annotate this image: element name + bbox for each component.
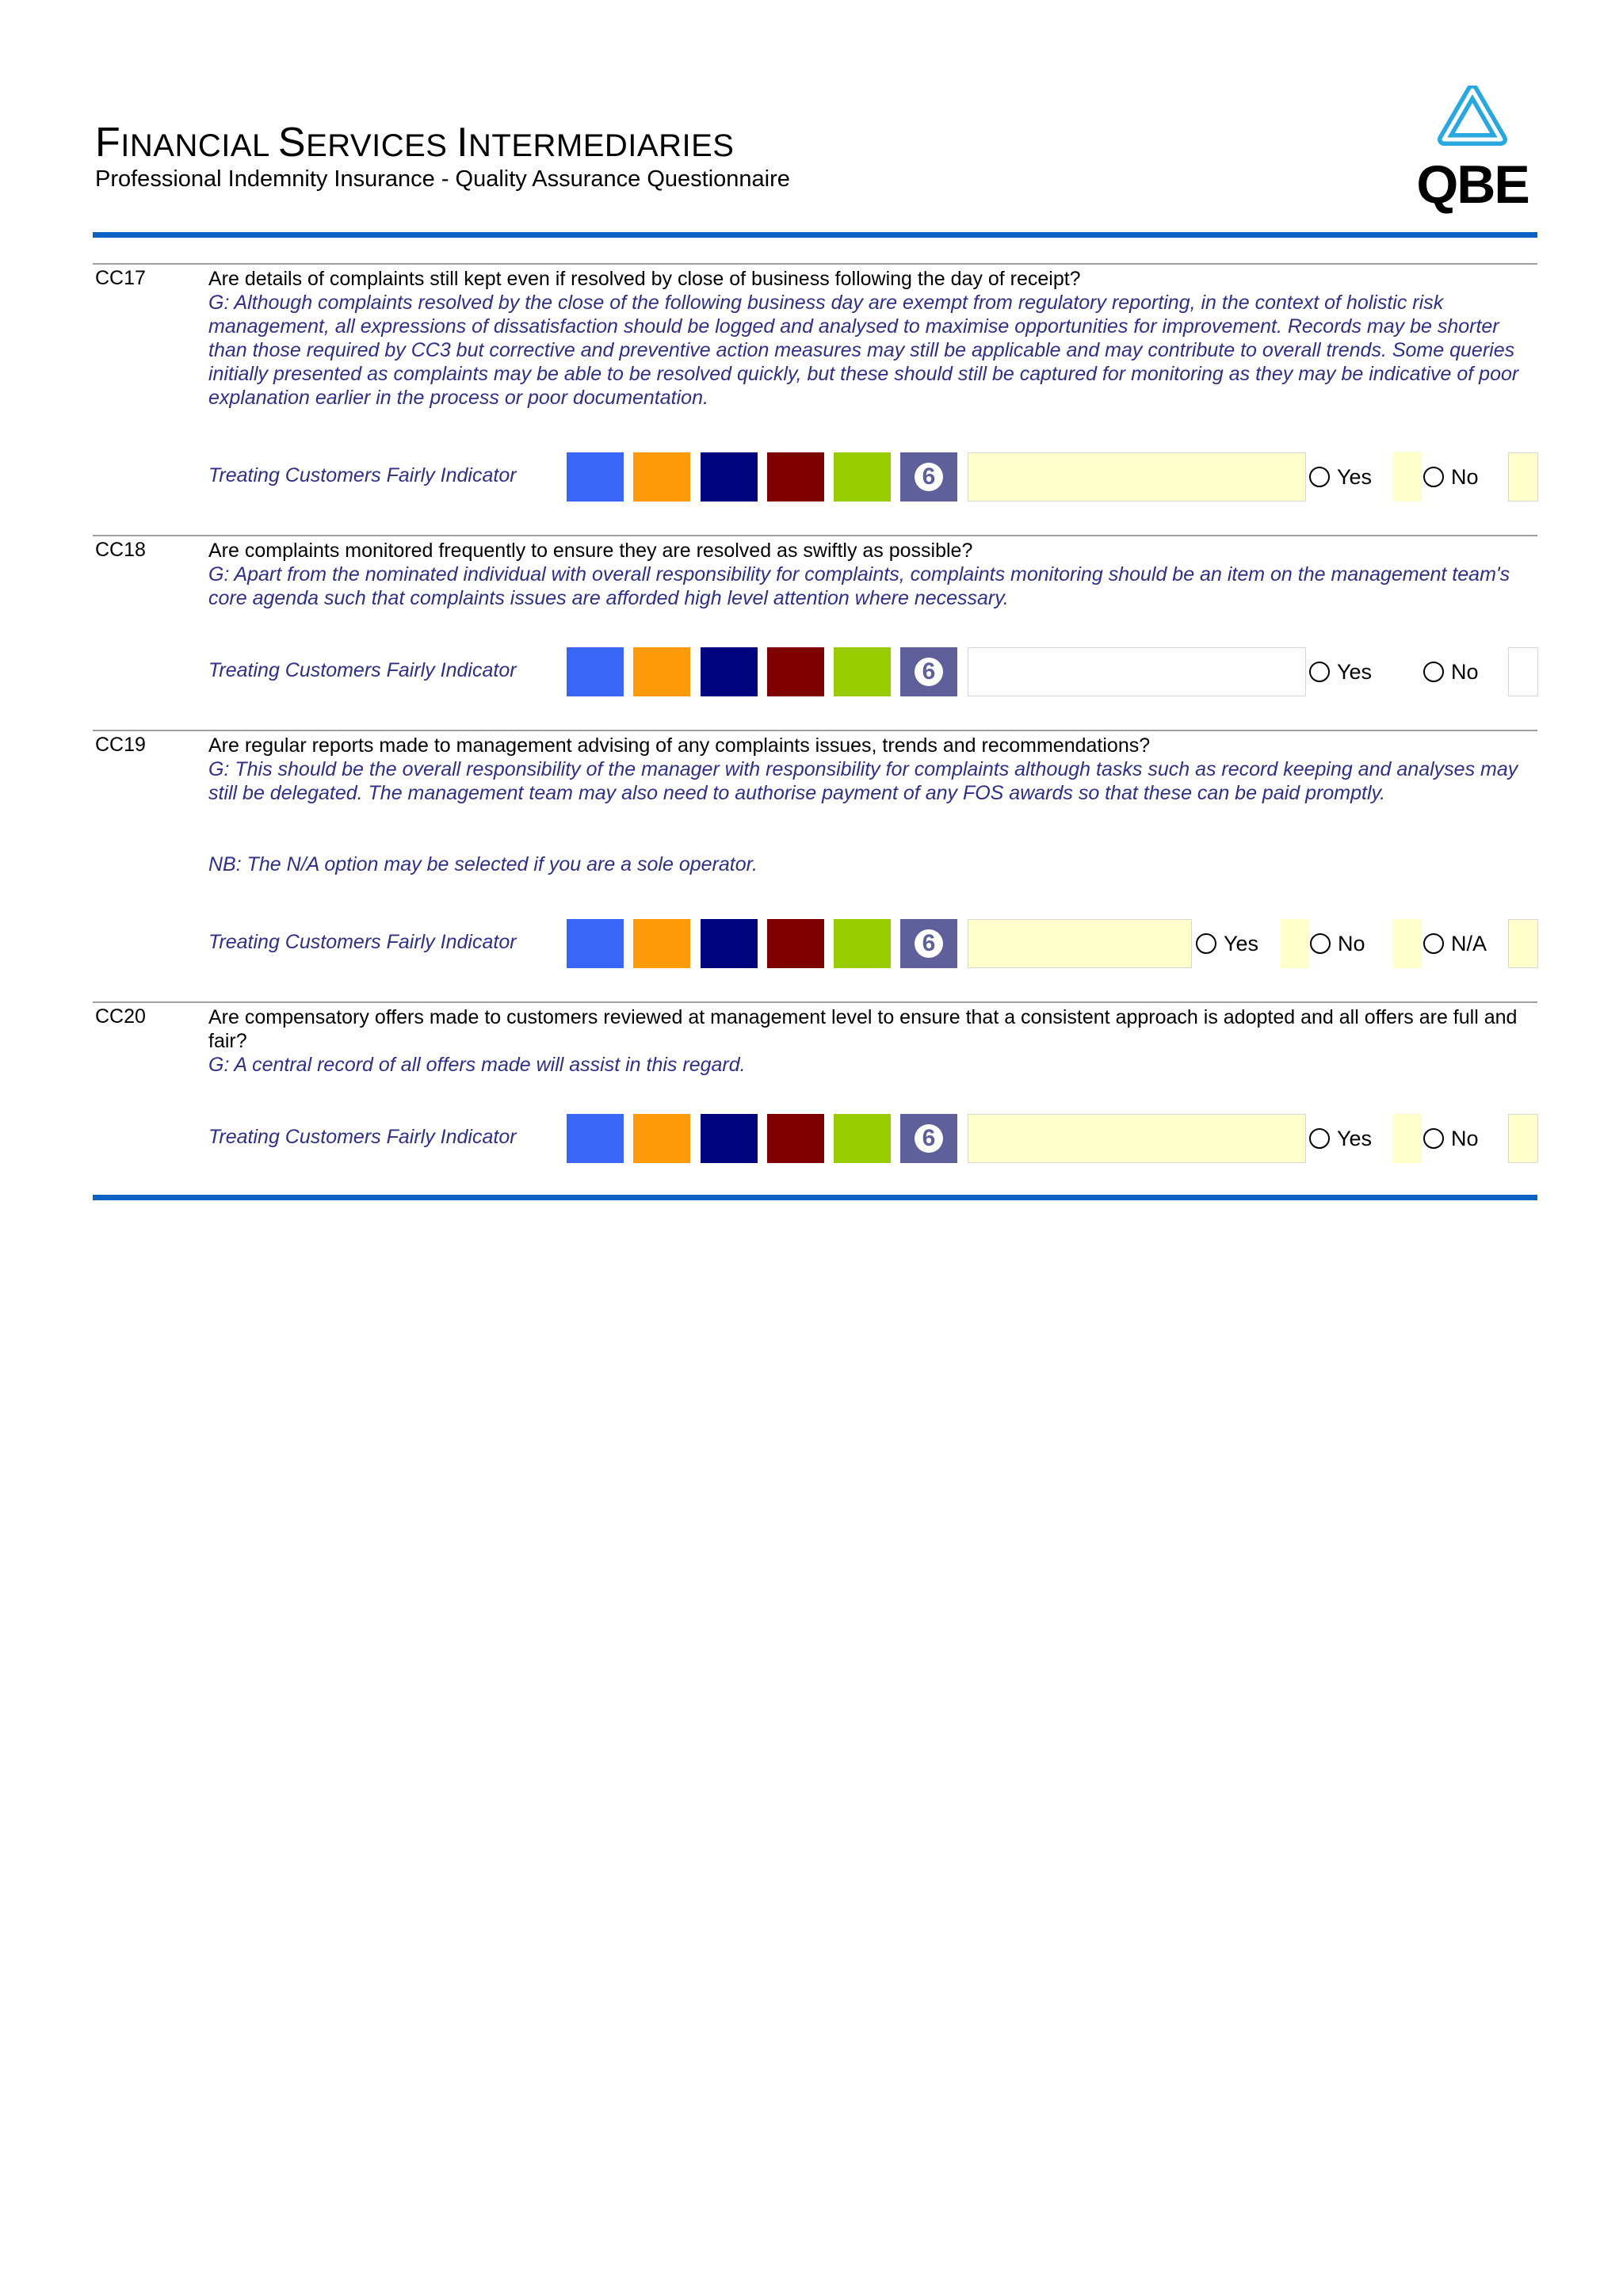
indicator-square-6[interactable] bbox=[900, 919, 957, 968]
radio-yes[interactable] bbox=[1309, 1114, 1372, 1163]
document-subtitle: Professional Indemnity Insurance - Quality Assurance Questionnaire bbox=[95, 166, 790, 192]
indicator-square-4[interactable] bbox=[767, 647, 824, 696]
indicator-square-1[interactable] bbox=[567, 452, 624, 502]
qbe-logo-mark-icon bbox=[1409, 86, 1536, 149]
question-divider bbox=[93, 730, 1537, 731]
question-id: CC18 bbox=[95, 539, 146, 561]
indicator-square-6[interactable] bbox=[900, 647, 957, 696]
question-divider bbox=[93, 535, 1537, 536]
indicator-square-2[interactable] bbox=[633, 647, 690, 696]
radio-label: N/A bbox=[1451, 931, 1487, 955]
indicator-number: 6 bbox=[915, 463, 943, 491]
question-id: CC20 bbox=[95, 1005, 146, 1028]
question-id: CC17 bbox=[95, 267, 146, 289]
qbe-logo-text: QBE bbox=[1416, 154, 1529, 215]
radio-circle-icon bbox=[1309, 467, 1330, 487]
title-part: INANCIAL bbox=[120, 128, 278, 163]
question-guidance: G: Although complaints resolved by the close of the following business day are exempt from regulatory reporting, in the context of holistic risk management, all expressions of dissatisfaction should be logged and analysed to maximise opportunities for improvement. Records may be shorter than those required by CC3 but corrective and preventive action measures may still be applicable and may contribute to overall trends. Some queries initially presented as complaints may be able to be resolved quickly, but these should still be captured for monitoring as they may be indicative of poor explanation earlier in the process or poor documentation. bbox=[208, 292, 1519, 409]
yes-answer-field[interactable] bbox=[1281, 919, 1309, 968]
radio-circle-icon bbox=[1423, 933, 1444, 954]
indicator-square-5[interactable] bbox=[834, 1114, 891, 1163]
indicator-square-2[interactable] bbox=[633, 919, 690, 968]
indicator-square-4[interactable] bbox=[767, 1114, 824, 1163]
radio-no[interactable] bbox=[1423, 647, 1479, 696]
indicator-square-5[interactable] bbox=[834, 647, 891, 696]
header-rule bbox=[93, 232, 1537, 238]
radio-no[interactable] bbox=[1423, 1114, 1479, 1163]
question-note: NB: The N/A option may be selected if you are a sole operator. bbox=[208, 853, 758, 875]
question-divider bbox=[93, 1001, 1537, 1003]
radio-yes[interactable] bbox=[1309, 647, 1372, 696]
radio-label: Yes bbox=[1337, 659, 1373, 684]
title-initial: F bbox=[95, 120, 121, 166]
indicator-square-5[interactable] bbox=[834, 452, 891, 502]
indicator-square-2[interactable] bbox=[633, 1114, 690, 1163]
indicator-square-5[interactable] bbox=[834, 919, 891, 968]
radio-na[interactable] bbox=[1423, 919, 1487, 968]
title-initial: S bbox=[277, 120, 307, 166]
no-answer-field[interactable] bbox=[1508, 452, 1538, 502]
indicator-square-4[interactable] bbox=[767, 452, 824, 502]
comment-field[interactable] bbox=[968, 452, 1306, 502]
tcf-indicator-label: Treating Customers Fairly Indicator bbox=[208, 1126, 517, 1148]
radio-label: No bbox=[1451, 464, 1479, 489]
indicator-number: 6 bbox=[915, 1124, 943, 1153]
tcf-indicator-label: Treating Customers Fairly Indicator bbox=[208, 659, 517, 681]
radio-no[interactable] bbox=[1423, 452, 1479, 502]
radio-circle-icon bbox=[1196, 933, 1216, 954]
indicator-square-1[interactable] bbox=[567, 919, 624, 968]
radio-no[interactable] bbox=[1310, 919, 1365, 968]
comment-field[interactable] bbox=[968, 647, 1306, 696]
yes-answer-field[interactable] bbox=[1393, 452, 1422, 502]
indicator-square-1[interactable] bbox=[567, 1114, 624, 1163]
radio-circle-icon bbox=[1423, 662, 1444, 682]
radio-label: No bbox=[1338, 931, 1365, 955]
indicator-square-2[interactable] bbox=[633, 452, 690, 502]
radio-circle-icon bbox=[1309, 662, 1330, 682]
radio-circle-icon bbox=[1310, 933, 1331, 954]
question-id: CC19 bbox=[95, 734, 146, 756]
question-text: Are complaints monitored frequently to ensure they are resolved as swiftly as possible? bbox=[208, 540, 973, 562]
indicator-square-6[interactable] bbox=[900, 1114, 957, 1163]
question-divider bbox=[93, 263, 1537, 265]
radio-yes[interactable] bbox=[1309, 452, 1372, 502]
radio-label: No bbox=[1451, 659, 1479, 684]
document-title bbox=[95, 119, 734, 166]
indicator-square-3[interactable] bbox=[701, 919, 758, 968]
na-answer-field[interactable] bbox=[1508, 919, 1538, 968]
indicator-number: 6 bbox=[915, 658, 943, 686]
indicator-square-3[interactable] bbox=[701, 452, 758, 502]
footer-rule bbox=[93, 1195, 1537, 1200]
no-answer-field[interactable] bbox=[1508, 1114, 1538, 1163]
question-text: Are regular reports made to management advising of any complaints issues, trends and recommendations? bbox=[208, 734, 1151, 757]
indicator-number: 6 bbox=[915, 929, 943, 958]
comment-field[interactable] bbox=[968, 1114, 1306, 1163]
indicator-square-1[interactable] bbox=[567, 647, 624, 696]
radio-label: No bbox=[1451, 1126, 1479, 1150]
radio-circle-icon bbox=[1423, 1128, 1444, 1149]
tcf-indicator-label: Treating Customers Fairly Indicator bbox=[208, 931, 517, 953]
title-part: ERVICES bbox=[306, 128, 457, 163]
title-part: NTERMEDIARIES bbox=[468, 128, 735, 163]
question-text: Are compensatory offers made to customers reviewed at management level to ensure that a consistent approach is adopted and all offers are full and fair? bbox=[208, 1006, 1518, 1052]
question-text: Are details of complaints still kept even if resolved by close of business following the day of receipt? bbox=[208, 268, 1081, 290]
radio-circle-icon bbox=[1309, 1128, 1330, 1149]
no-answer-field[interactable] bbox=[1508, 647, 1538, 696]
indicator-square-4[interactable] bbox=[767, 919, 824, 968]
radio-label: Yes bbox=[1337, 464, 1373, 489]
qbe-logo bbox=[1409, 86, 1536, 215]
question-guidance: G: This should be the overall responsibility of the manager with responsibility for complaints although tasks such as record keeping and analyses may still be delegated. The management team may also need to authorise payment of any FOS awards so that these can be paid promptly. bbox=[208, 758, 1518, 804]
indicator-square-6[interactable] bbox=[900, 452, 957, 502]
question-guidance: G: Apart from the nominated individual with overall responsibility for complaints, complaints monitoring should be an item on the management team's core agenda such that complaints issues are afforded high level attention where necessary. bbox=[208, 563, 1510, 609]
indicator-square-3[interactable] bbox=[701, 647, 758, 696]
radio-yes[interactable] bbox=[1196, 919, 1258, 968]
radio-label: Yes bbox=[1224, 931, 1259, 955]
tcf-indicator-label: Treating Customers Fairly Indicator bbox=[208, 464, 517, 486]
title-initial: I bbox=[456, 120, 469, 166]
comment-field[interactable] bbox=[968, 919, 1192, 968]
question-guidance: G: A central record of all offers made will assist in this regard. bbox=[208, 1054, 746, 1076]
no-answer-field[interactable] bbox=[1393, 919, 1422, 968]
radio-circle-icon bbox=[1423, 467, 1444, 487]
yes-answer-field[interactable] bbox=[1393, 1114, 1422, 1163]
indicator-square-3[interactable] bbox=[701, 1114, 758, 1163]
radio-label: Yes bbox=[1337, 1126, 1373, 1150]
